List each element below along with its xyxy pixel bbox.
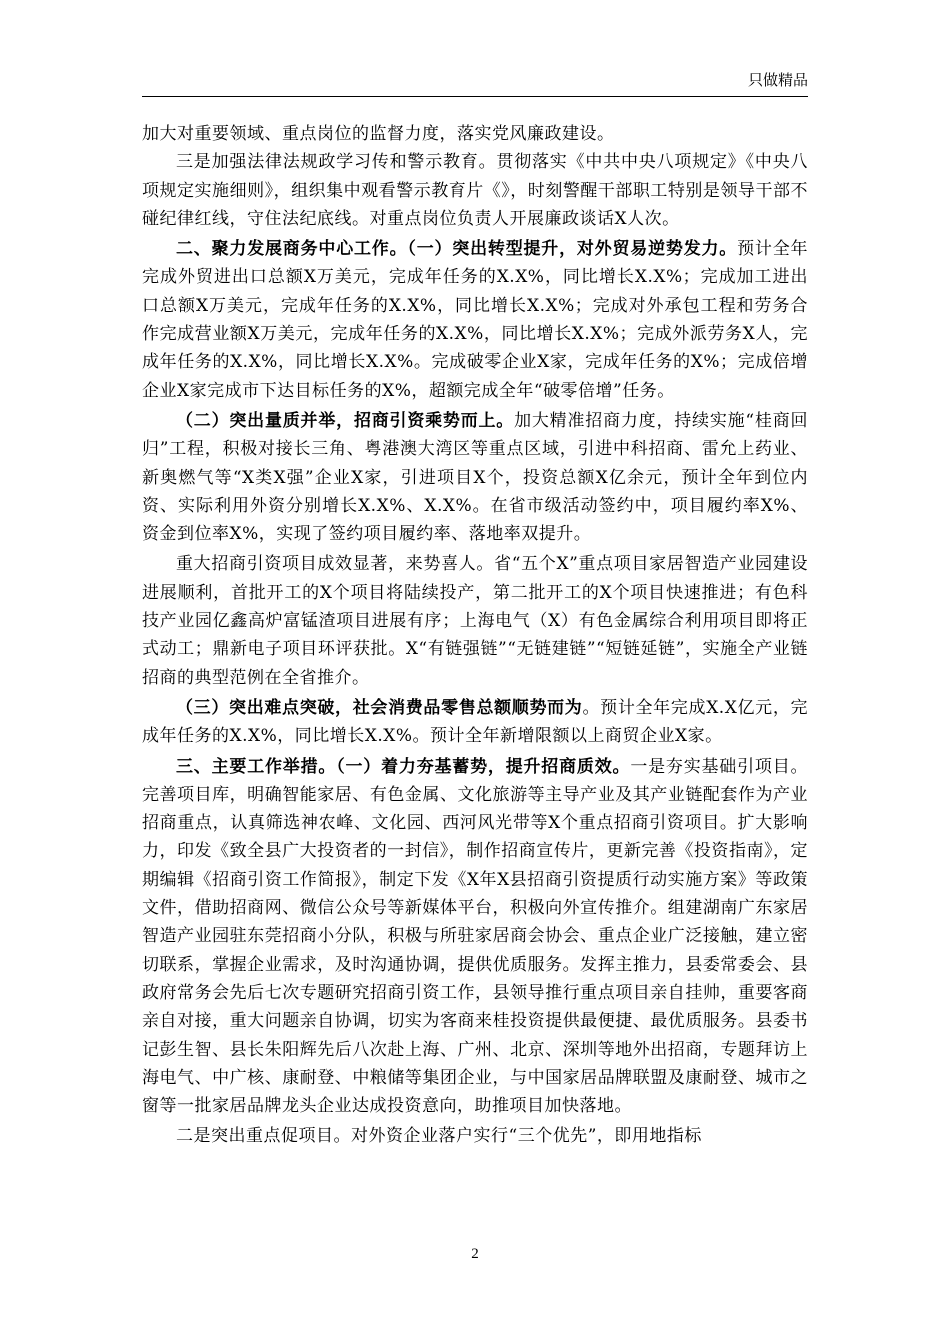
subsection-3-heading: （三）突出难点突破，社会消费品零售总额顺势而为	[176, 697, 583, 718]
paragraph-7	[142, 753, 808, 1121]
paragraph-4-text: 加大精准招商力度，持续实施“桂商回归”工程，积极对接长三角、粤港澳大湾区等重点区域，引进中科招商、雷允上药业、新奥燃气等“X类X强”企业X家，引进项目X个，投资总额X亿余元，预计全年到位内资、实际利用外资分别增长X.X%、X.X%。在省市级活动签约中，项目履约率X%、资金到位率X%，实现了签约项目履约率、落地率双提升。	[142, 410, 808, 545]
paragraph-8	[142, 1122, 808, 1150]
paragraph-5-text: 重大招商引资项目成效显著，来势喜人。省“五个X”重点项目家居智造产业园建设进展顺利，首批开工的X个项目将陆续投产，第二批开工的X个项目快速推进；有色科技产业园亿鑫高炉富锰渣项目进展有序；上海电气（X）有色金属综合利用项目即将正式动工；鼎新电子项目环评获批。X“有链强链”“无链建链”“短链延链”，实施全产业链招商的典型范例在全省推介。	[142, 554, 808, 688]
header-divider	[142, 96, 808, 97]
paragraph-8-text: 二是突出重点促项目。对外资企业落户实行“三个优先”，即用地指标	[176, 1126, 702, 1147]
paragraph-2	[142, 148, 808, 233]
paragraph-6	[142, 694, 808, 751]
paragraph-6-text: 。预计全年完成X.X亿元，完成年任务的X.X%，同比增长X.X%。预计全年新增限额以上商贸企业X家。	[142, 697, 808, 747]
page-number: 2	[471, 1246, 479, 1262]
paragraph-3-text: 预计全年完成外贸进出口总额X万美元，完成年任务的X.X%，同比增长X.X%；完成加工进出口总额X万美元，完成年任务的X.X%，同比增长X.X%；完成对外承包工程和劳务合作完成营业额X万美元，完成年任务的X.X%，同比增长X.X%；完成外派劳务X人，完成年任务的X.X%，同比增长X.X%。完成破零企业X家，完成年任务的X%；完成倍增企业X家完成市下达目标任务的X%，超额完成全年“破零倍增”任务。	[142, 239, 809, 401]
paragraph-4	[142, 407, 808, 548]
paragraph-5	[142, 550, 808, 691]
paragraph-3	[142, 235, 808, 405]
subsection-2-heading: （二）突出量质并举，招商引资乘势而上。	[176, 410, 515, 431]
section-3-heading: 三、主要工作举措。（一）着力夯基蓄势，提升招商质效。	[176, 756, 631, 777]
paragraph-1-text: 加大对重要领域、重点岗位的监督力度，落实党风廉政建设。	[142, 124, 615, 144]
paragraph-1	[142, 120, 808, 148]
paragraph-7-text: 一是夯实基础引项目。完善项目库，明确智能家居、有色金属、文化旅游等主导产业及其产业链配套作为产业招商重点，认真筛选神农峰、文化园、西河风光带等X个重点招商引资项目。扩大影响力，印发《致全县广大投资者的一封信》，制作招商宣传片，更新完善《投资指南》，定期编辑《招商引资工作简报》，制定下发《X年X县招商引资提质行动实施方案》等政策文件，借助招商网、微信公众号等新媒体平台，积极向外宣传推介。组建湖南广东家居智造产业园驻东莞招商小分队，积极与所驻家居商会协会、重点企业广泛接触，建立密切联系，掌握企业需求，及时沟通协调，提供优质服务。发挥主推力，县委常委会、县政府常务会先后七次专题研究招商引资工作，县领导推行重点项目亲自挂帅，重要客商亲自对接，重大问题亲自协调，切实为客商来桂投资提供最便捷、最优质服务。县委书记彭生智、县长朱阳辉先后八次赴上海、广州、北京、深圳等地外出招商，专题拜访上海电气、中广核、康耐登、中粮储等集团企业，与中国家居品牌联盟及康耐登、城市之窗等一批家居品牌龙头企业达成投资意向，助推项目加快落地。	[142, 756, 809, 1117]
document-body	[142, 120, 808, 1151]
paragraph-2-text: 三是加强法律法规政学习传和警示教育。贯彻落实《中共中央八项规定》《中央八项规定实施细则》，组织集中观看警示教育片《》，时刻警醒干部职工特别是领导干部不碰纪律红线，守住法纪底线。对重点岗位负责人开展廉政谈话X人次。	[142, 152, 808, 229]
section-2-heading: 二、聚力发展商务中心工作。（一）突出转型提升，对外贸易逆势发力。	[176, 239, 738, 260]
header-label: 只做精品	[747, 71, 808, 89]
